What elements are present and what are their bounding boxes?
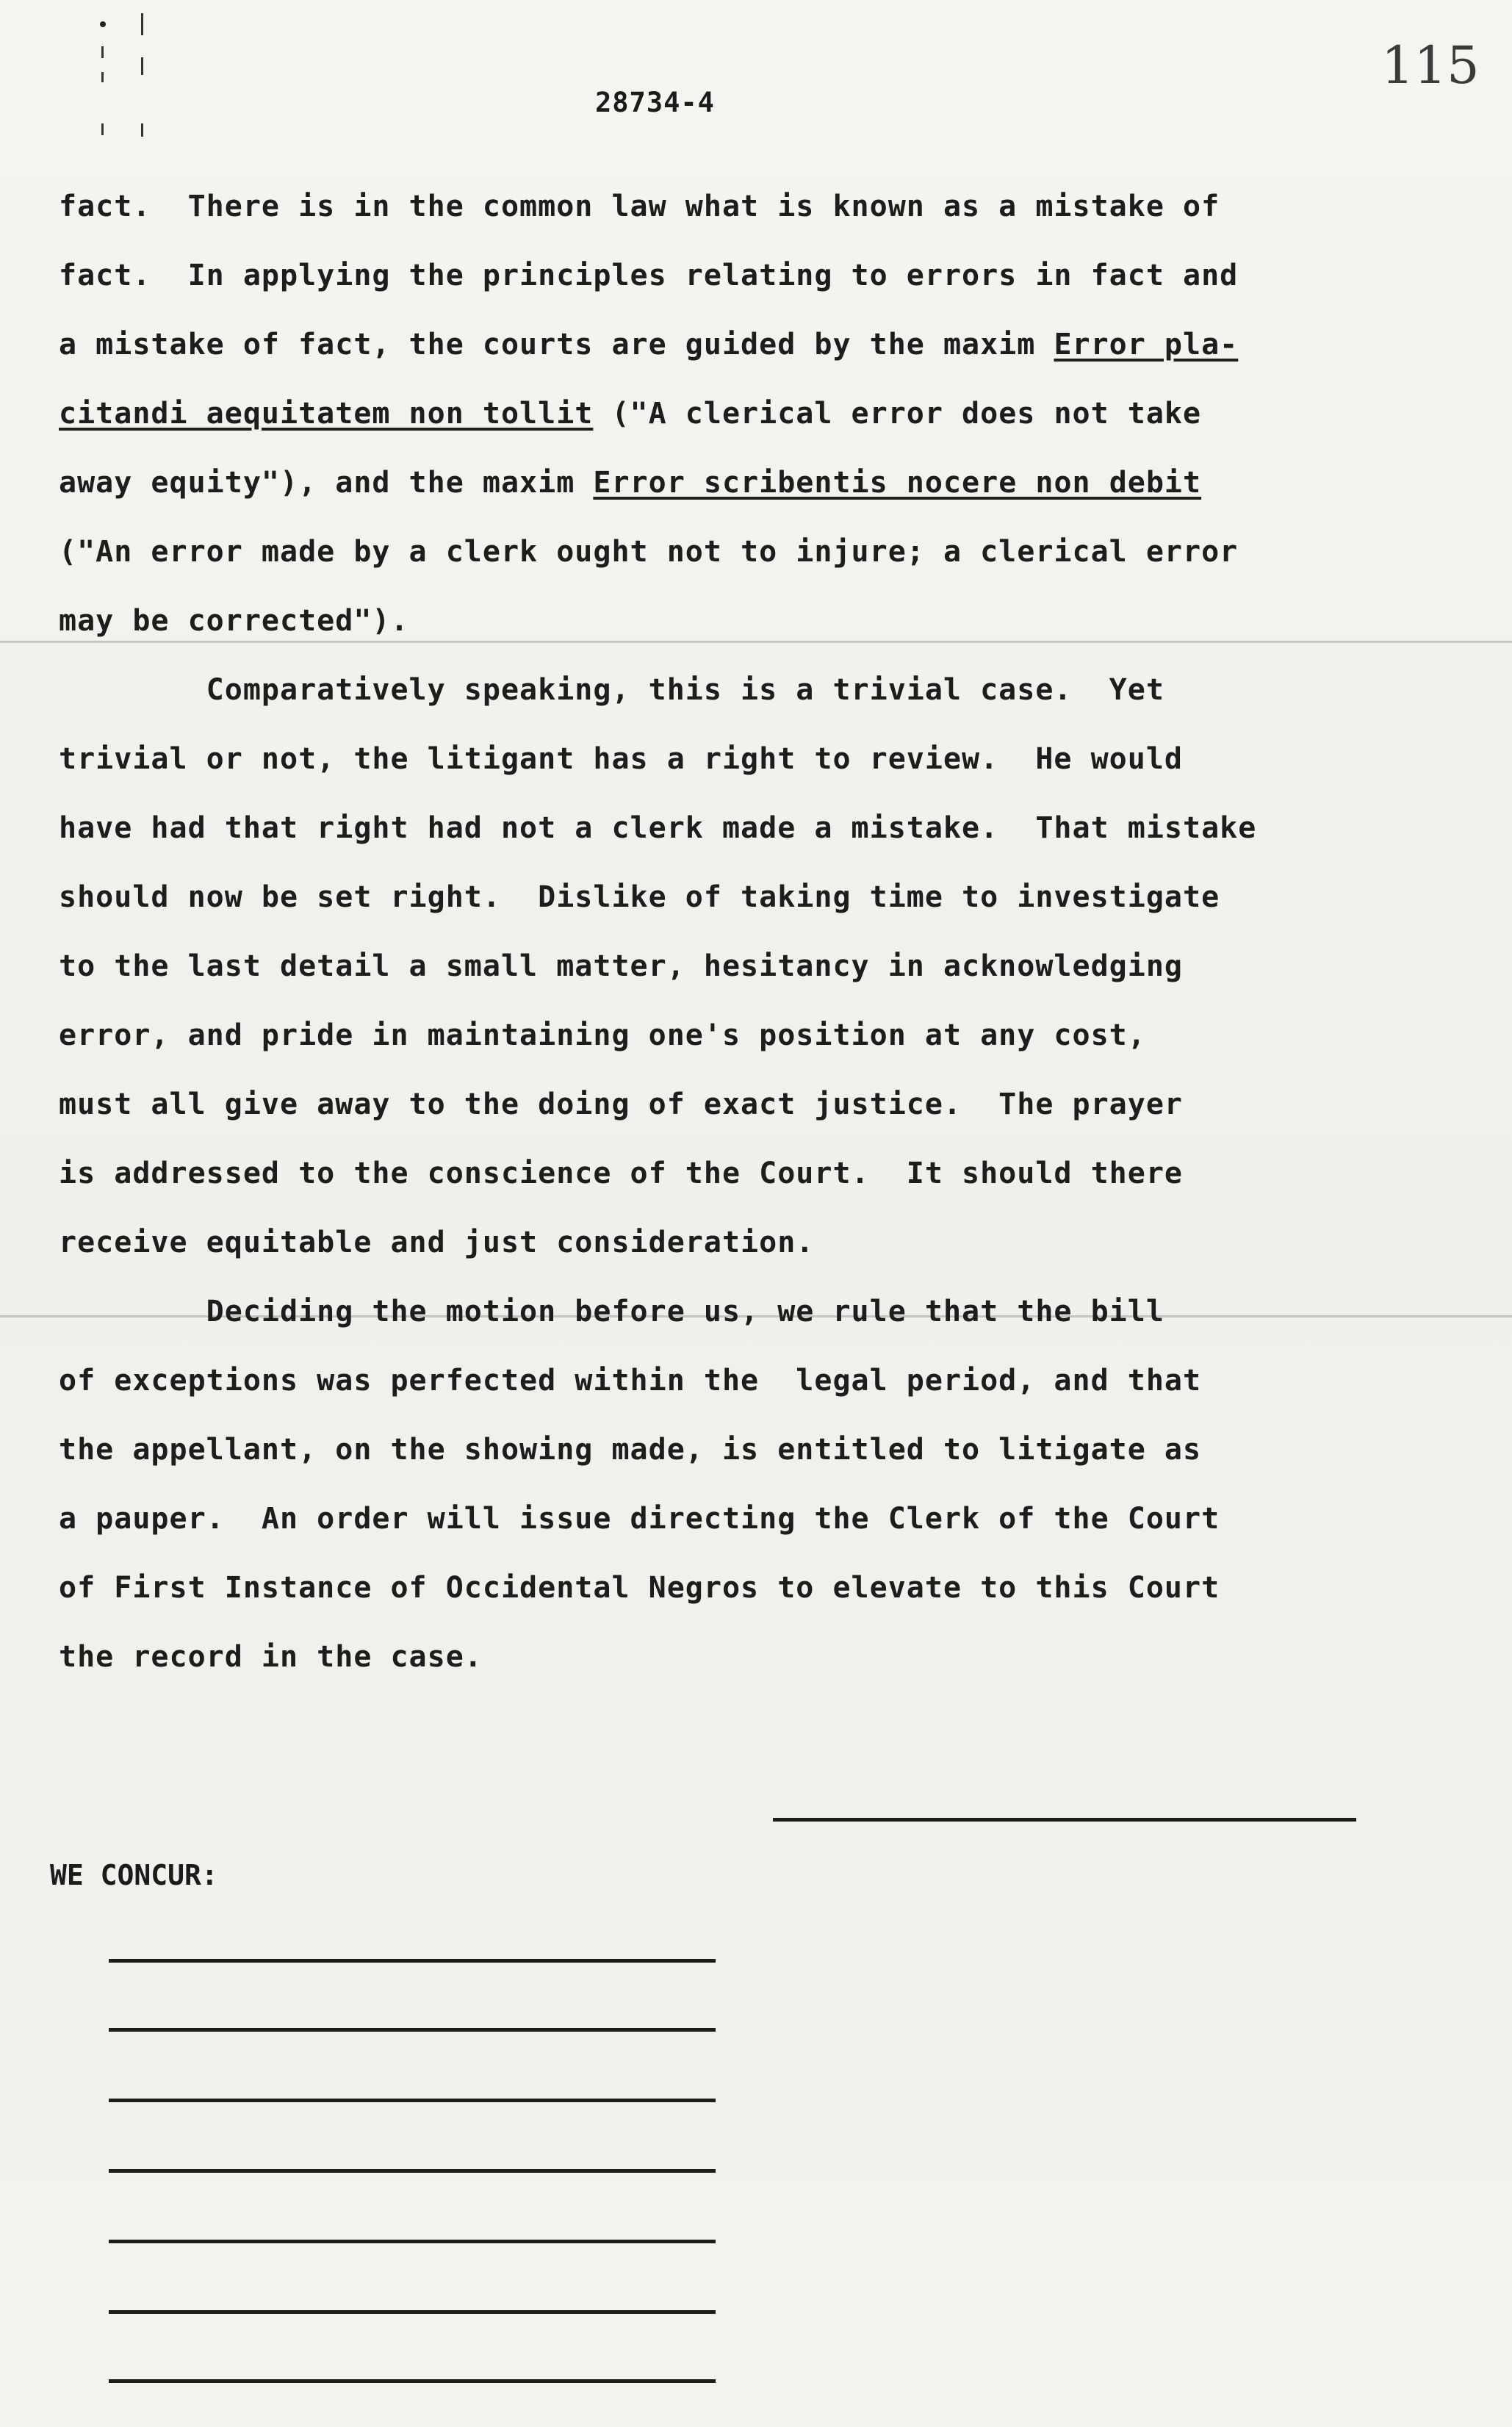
text-line: is addressed to the conscience of the Court. It should there (59, 1157, 1184, 1190)
concur-signature-line (109, 2169, 716, 2173)
text-line: should now be set right. Dislike of taking time to investigate (59, 880, 1220, 914)
text-line (59, 466, 1201, 500)
text-line: receive equitable and just consideration. (59, 1226, 815, 1259)
text-line: the record in the case. (59, 1640, 483, 1674)
document-id: 28734-4 (595, 87, 715, 118)
text-line: fact. In applying the principles relating to errors in fact and (59, 259, 1239, 292)
text-line: ("An error made by a clerk ought not to injure; a clerical error (59, 535, 1239, 569)
concur-signature-line (109, 2099, 716, 2102)
text-line: trivial or not, the litigant has a right to review. He would (59, 742, 1184, 776)
text-line (59, 397, 1201, 431)
concur-signature-line (109, 2240, 716, 2243)
text-line: of First Instance of Occidental Negros to elevate to this Court (59, 1571, 1220, 1605)
author-signature-line (773, 1818, 1356, 1822)
concur-signature-line (109, 1959, 716, 1963)
text-line: error, and pride in maintaining one's position at any cost, (59, 1018, 1146, 1052)
concur-label: WE CONCUR: (50, 1859, 218, 1891)
text-segment: ("A clerical error does not take (593, 397, 1202, 431)
binding-marks-icon (94, 13, 153, 138)
text-line: Deciding the motion before us, we rule that the bill (59, 1295, 1164, 1328)
text-line: to the last detail a small matter, hesitancy in acknowledging (59, 949, 1184, 983)
latin-maxim: citandi aequitatem non tollit (59, 397, 594, 431)
page-number: 115 (1381, 35, 1480, 96)
text-segment: a mistake of fact, the courts are guided by the maxim (59, 328, 1054, 362)
latin-maxim: Error pla- (1054, 328, 1239, 362)
text-line: a pauper. An order will issue directing the Clerk of the Court (59, 1502, 1220, 1536)
text-segment: away equity"), and the maxim (59, 466, 594, 500)
text-line: have had that right had not a clerk made a mistake. That mistake (59, 811, 1257, 845)
text-line: may be corrected"). (59, 604, 409, 638)
text-line: Comparatively speaking, this is a trivial case. Yet (59, 673, 1164, 707)
concur-signature-line (109, 2379, 716, 2383)
text-line: the appellant, on the showing made, is entitled to litigate as (59, 1433, 1202, 1467)
fold-line (0, 641, 1512, 643)
text-line: of exceptions was perfected within the legal period, and that (59, 1364, 1202, 1398)
concur-signature-line (109, 2028, 716, 2032)
text-line: fact. There is in the common law what is known as a mistake of (59, 190, 1220, 223)
latin-maxim: Error scribentis nocere non debit (593, 466, 1202, 500)
concur-signature-line (109, 2310, 716, 2314)
text-line: must all give away to the doing of exact justice. The prayer (59, 1087, 1184, 1121)
text-line (59, 328, 1238, 362)
